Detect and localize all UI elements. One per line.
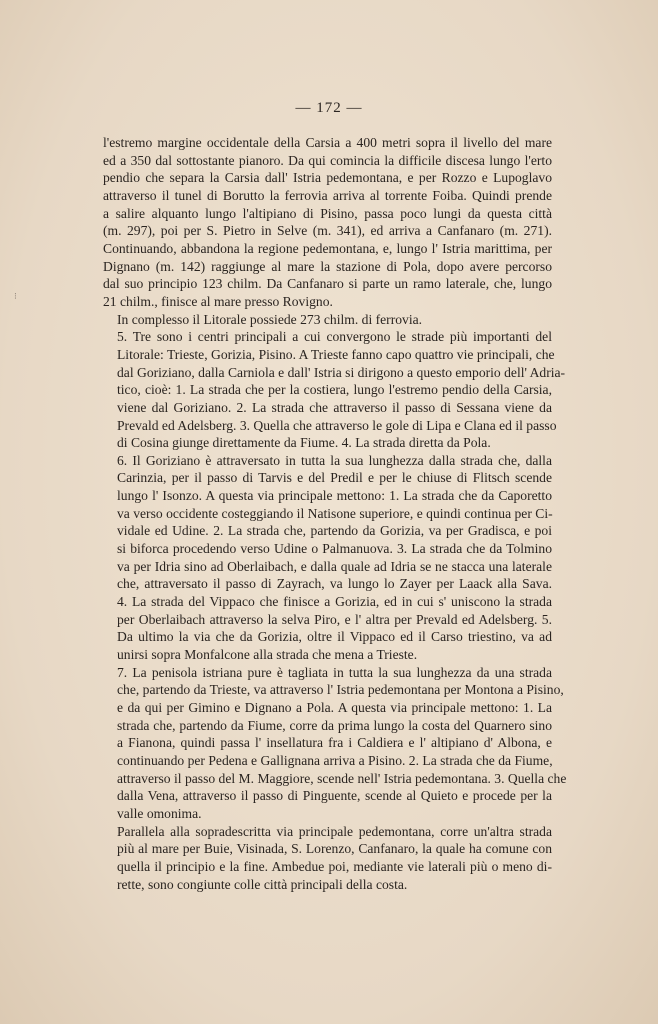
text-line: strada che, partendo da Fiume, corre da prima lungo la costa del Quarnero sino: [117, 717, 552, 733]
text-line: Continuando, abbandona la regione pedemontana, e, lungo l' Istria marittima, per: [103, 240, 552, 256]
text-line: Carinzia, per il passo di Tarvis e del Predil e per le chiuse di Flitsch scende: [117, 470, 552, 486]
text-line: vidale ed Udine. 2. La strada che, partendo da Gorizia, va per Gradisca, e poi: [117, 523, 552, 539]
text-line: a salire alquanto lungo l'altipiano di Pisino, passa poco lungi da questa città: [103, 205, 552, 221]
text-line: a Fianona, quindi passa l' insellatura fra i Caldiera e l' altipiano d' Albona, e: [117, 735, 552, 751]
text-line: di Cosina giunge direttamente da Fiume. 4. La strada diretta da Pola.: [117, 435, 491, 451]
text-line: valle omonima.: [117, 805, 202, 821]
text-line: Da ultimo la via che da Gorizia, oltre il Vippaco ed il Carso triestino, va ad: [117, 629, 552, 645]
text-line: attraverso il tunel di Borutto la ferrovia arriva al torrente Foiba. Quindi prende: [103, 187, 552, 203]
text-line: che, attraversato il passo di Zayrach, va lungo lo Zayer per Laack alla Sava.: [117, 576, 552, 592]
text-line: per Oberlaibach attraverso la selva Piro, e l' altra per Prevald ed Adelsberg. 5.: [117, 611, 552, 627]
text-line: Dignano (m. 142) raggiunge al mare la stazione di Pola, dopo avere percorso: [103, 258, 552, 274]
text-line: quella il principio e la fine. Ambedue poi, mediante vie laterali più o meno di-: [117, 858, 552, 874]
text-line: rette, sono congiunte colle città principali della costa.: [117, 876, 408, 892]
paragraph: [103, 664, 567, 823]
text-line: pendio che separa la Carsia dall' Istria pedemontana, e per Rozzo e Lupoglavo: [103, 170, 552, 186]
text-line: 6. Il Goriziano è attraversato in tutta la sua lunghezza dalla strada che, dalla: [117, 452, 552, 468]
text-line: tico, cioè: 1. La strada che per la costiera, lungo l'estremo pendio della Carsia,: [117, 382, 552, 398]
text-line: Prevald ed Adelsberg. 3. Quella che attraverso le gole di Lipa e Clana ed il passo: [117, 417, 557, 433]
paragraph: [103, 823, 552, 894]
text-line: (m. 297), poi per S. Pietro in Selve (m. 341), ed arriva a Canfanaro (m. 271).: [103, 223, 552, 239]
paragraph: [103, 328, 566, 452]
text-line: dalla Vena, attraverso il passo di Pinguente, scende al Quieto e procede per la: [117, 788, 552, 804]
body-text: [103, 134, 567, 893]
text-line: dal Goriziano, dalla Carniola e dall' Istria si dirigono a questo emporio dell' Adria-: [117, 364, 566, 380]
text-line: va per Idria sino ad Oberlaibach, e dalla quale ad Idria se ne stacca una laterale: [117, 558, 552, 574]
text-line: si biforca procedendo verso Udine o Palmanuova. 3. La strada che da Tolmino: [117, 541, 552, 557]
text-line: l'estremo margine occidentale della Carsia a 400 metri sopra il livello del mare: [103, 135, 552, 150]
text-line: 7. La penisola istriana pure è tagliata in tutta la sua lunghezza da una strada: [117, 664, 552, 680]
margin-mark: ⁝: [14, 292, 17, 302]
text-line: continuando per Pedena e Gallignana arriva a Pisino. 2. La strada che da Fiume,: [117, 752, 553, 768]
text-line: più al mare per Buie, Visinada, S. Lorenzo, Canfanaro, la quale ha comune con: [117, 841, 552, 857]
paragraph: [103, 452, 552, 664]
text-line: 21 chilm., finisce al mare presso Rovigno.: [103, 293, 333, 309]
page-number: — 172 —: [295, 100, 363, 116]
text-line: dal suo principio 123 chilm. Da Canfanaro si parte un ramo laterale, che, lungo: [103, 276, 552, 292]
text-line: viene dal Goriziano. 2. La strada che attraverso il passo di Sessana viene da: [117, 399, 552, 415]
text-line: Litorale: Trieste, Gorizia, Pisino. A Trieste fanno capo quattro vie principali, che: [117, 346, 555, 362]
text-line: che, partendo da Trieste, va attraverso l' Istria pedemontana per Montona a Pisino,: [117, 682, 564, 698]
text-line: va verso occidente costeggiando il Natisone superiore, e quindi continua per Ci-: [117, 505, 553, 521]
text-line: unirsi sopra Monfalcone alla strada che mena a Trieste.: [117, 647, 418, 663]
text-line: attraverso il passo del M. Maggiore, scende nell' Istria pedemontana. 3. Quella che: [117, 770, 567, 786]
text-line: ed a 350 dal sottostante pianoro. Da qui comincia la difficile discesa lungo l'erto: [103, 152, 552, 168]
paragraph: [103, 134, 552, 311]
text-line: Parallela alla sopradescritta via principale pedemontana, corre un'altra strada: [117, 823, 552, 839]
text-line: 4. La strada del Vippaco che finisce a Gorizia, ed in cui s' uniscono la strada: [117, 594, 552, 610]
text-line: e da qui per Gimino e Dignano a Pola. A questa via principale mettono: 1. La: [117, 700, 552, 715]
text-line: lungo l' Isonzo. A questa via principale mettono: 1. La strada che da Caporetto: [117, 488, 552, 504]
text-line: In complesso il Litorale possiede 273 chilm. di ferrovia.: [117, 311, 423, 327]
text-line: 5. Tre sono i centri principali a cui convergono le strade più importanti del: [117, 329, 552, 345]
paragraph: [103, 311, 552, 329]
